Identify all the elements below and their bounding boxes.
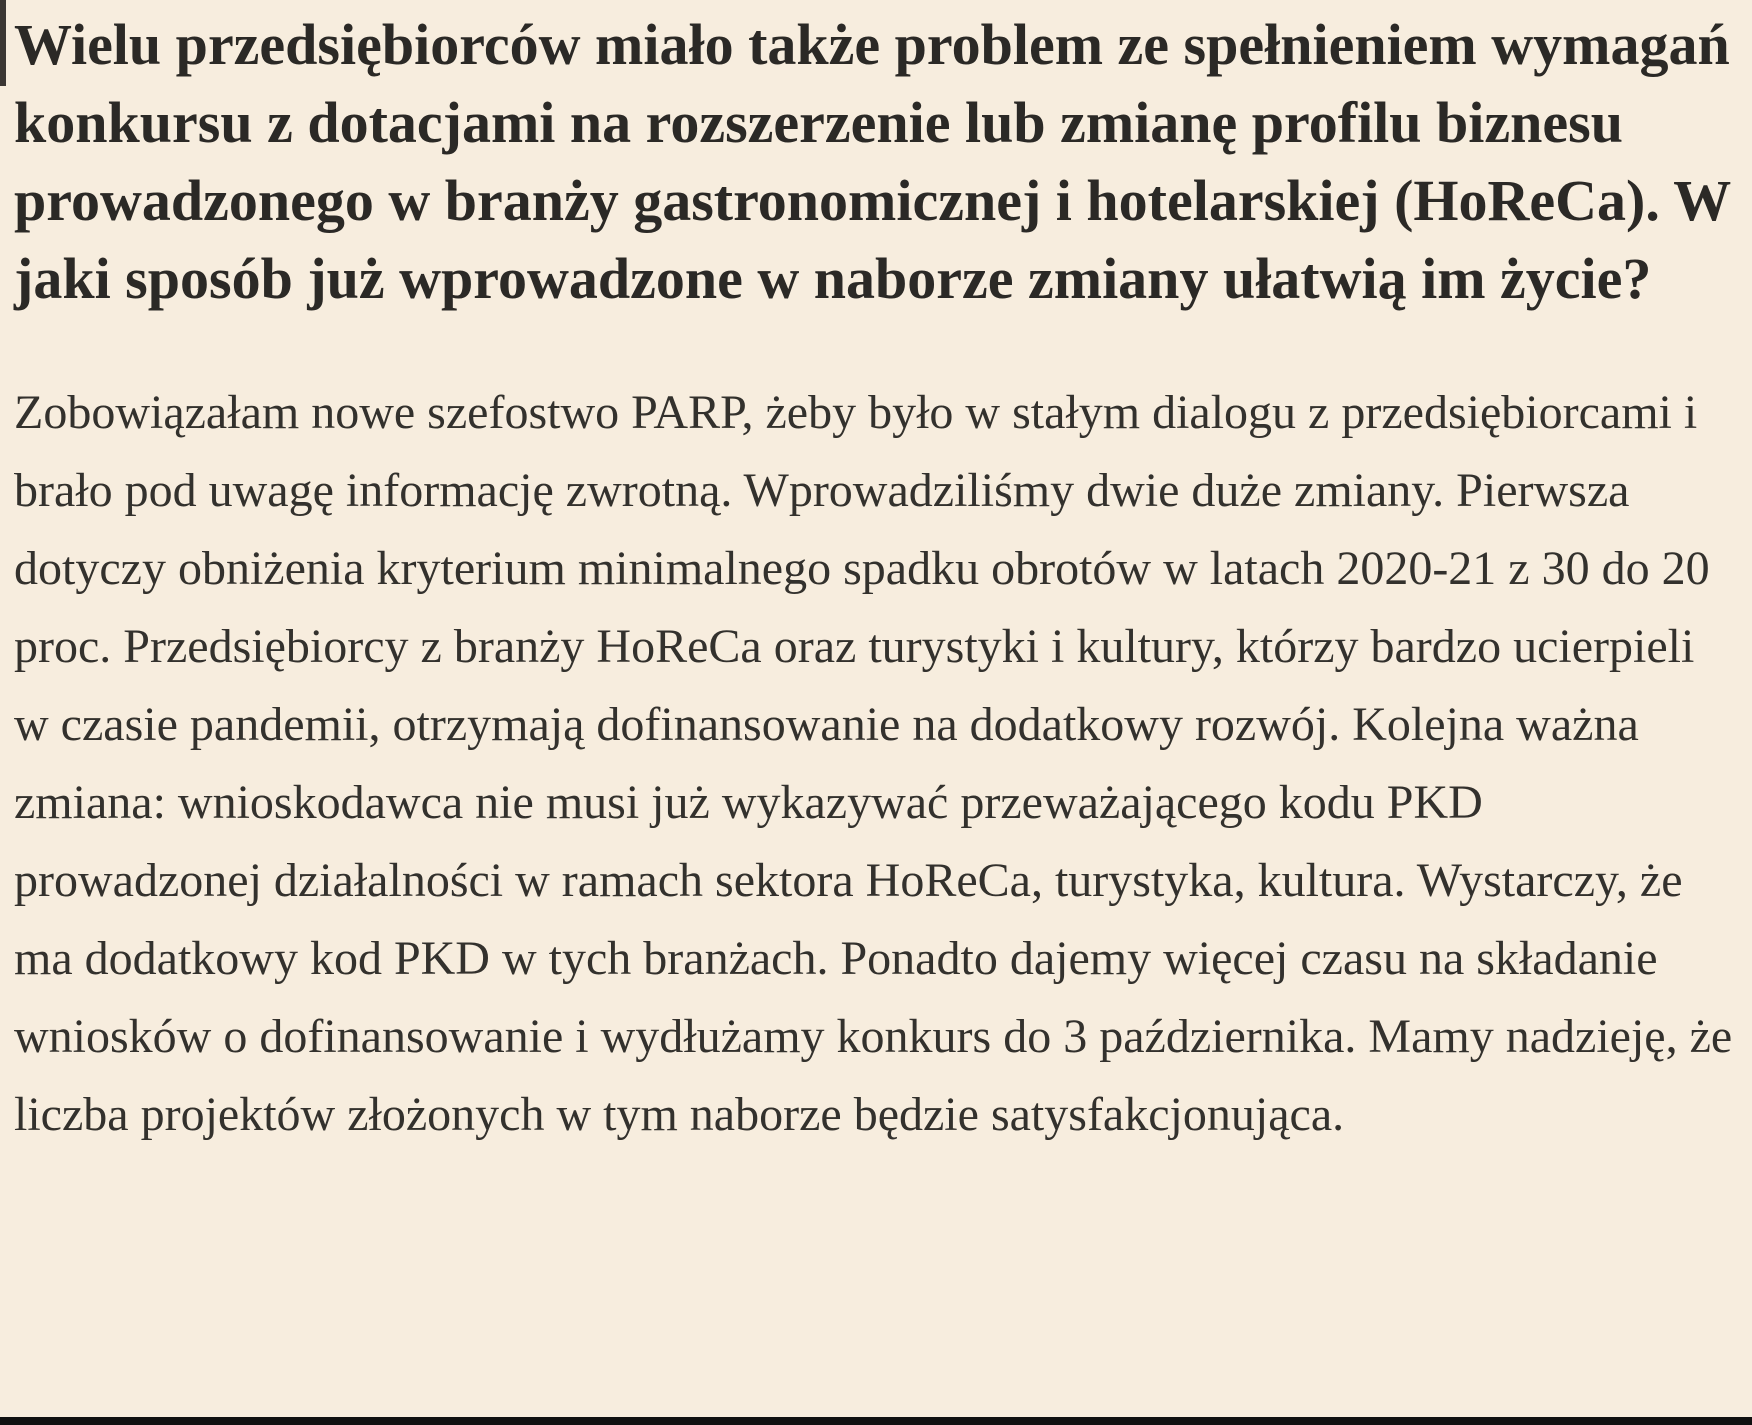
left-edge-artifact bbox=[0, 0, 6, 86]
interview-answer-paragraph: Zobowiązałam nowe szefostwo PARP, żeby było w stałym dialogu z przedsiębiorcami i brało pod uwagę informację zwrotną. Wprowadziliśmy dwie duże zmiany. Pierwsza dotyczy obniżenia kryterium minimalnego spadku obrotów w latach 2020-21 z 30 do 20 proc. Przedsiębiorcy z branży HoReCa oraz turystyki i kultury, którzy bardzo ucierpieli w czasie pandemii, otrzymają dofinansowanie na dodatkowy rozwój. Kolejna ważna zmiana: wnioskodawca nie musi już wykazywać przeważającego kodu PKD prowadzonej działalności w ramach sektora HoReCa, turystyka, kultura. Wystarczy, że ma dodatkowy kod PKD w tych branżach. Ponadto dajemy więcej czasu na składanie wniosków o dofinansowanie i wydłużamy konkurs do 3 października. Mamy nadzieję, że liczba projektów złożonych w tym naborze będzie satysfakcjonująca. bbox=[14, 386, 1733, 1141]
bottom-divider-bar bbox=[0, 1417, 1752, 1425]
interview-question-heading: Wielu przedsiębiorców miało także problem ze spełnieniem wymagań konkursu z dotacjami na rozszerzenie lub zmianę profilu biznesu prowadzonego w branży gastronomicznej i hotelarskiej (HoReCa). W jaki sposób już wprowadzone w naborze zmiany ułatwią im życie? bbox=[14, 12, 1731, 311]
